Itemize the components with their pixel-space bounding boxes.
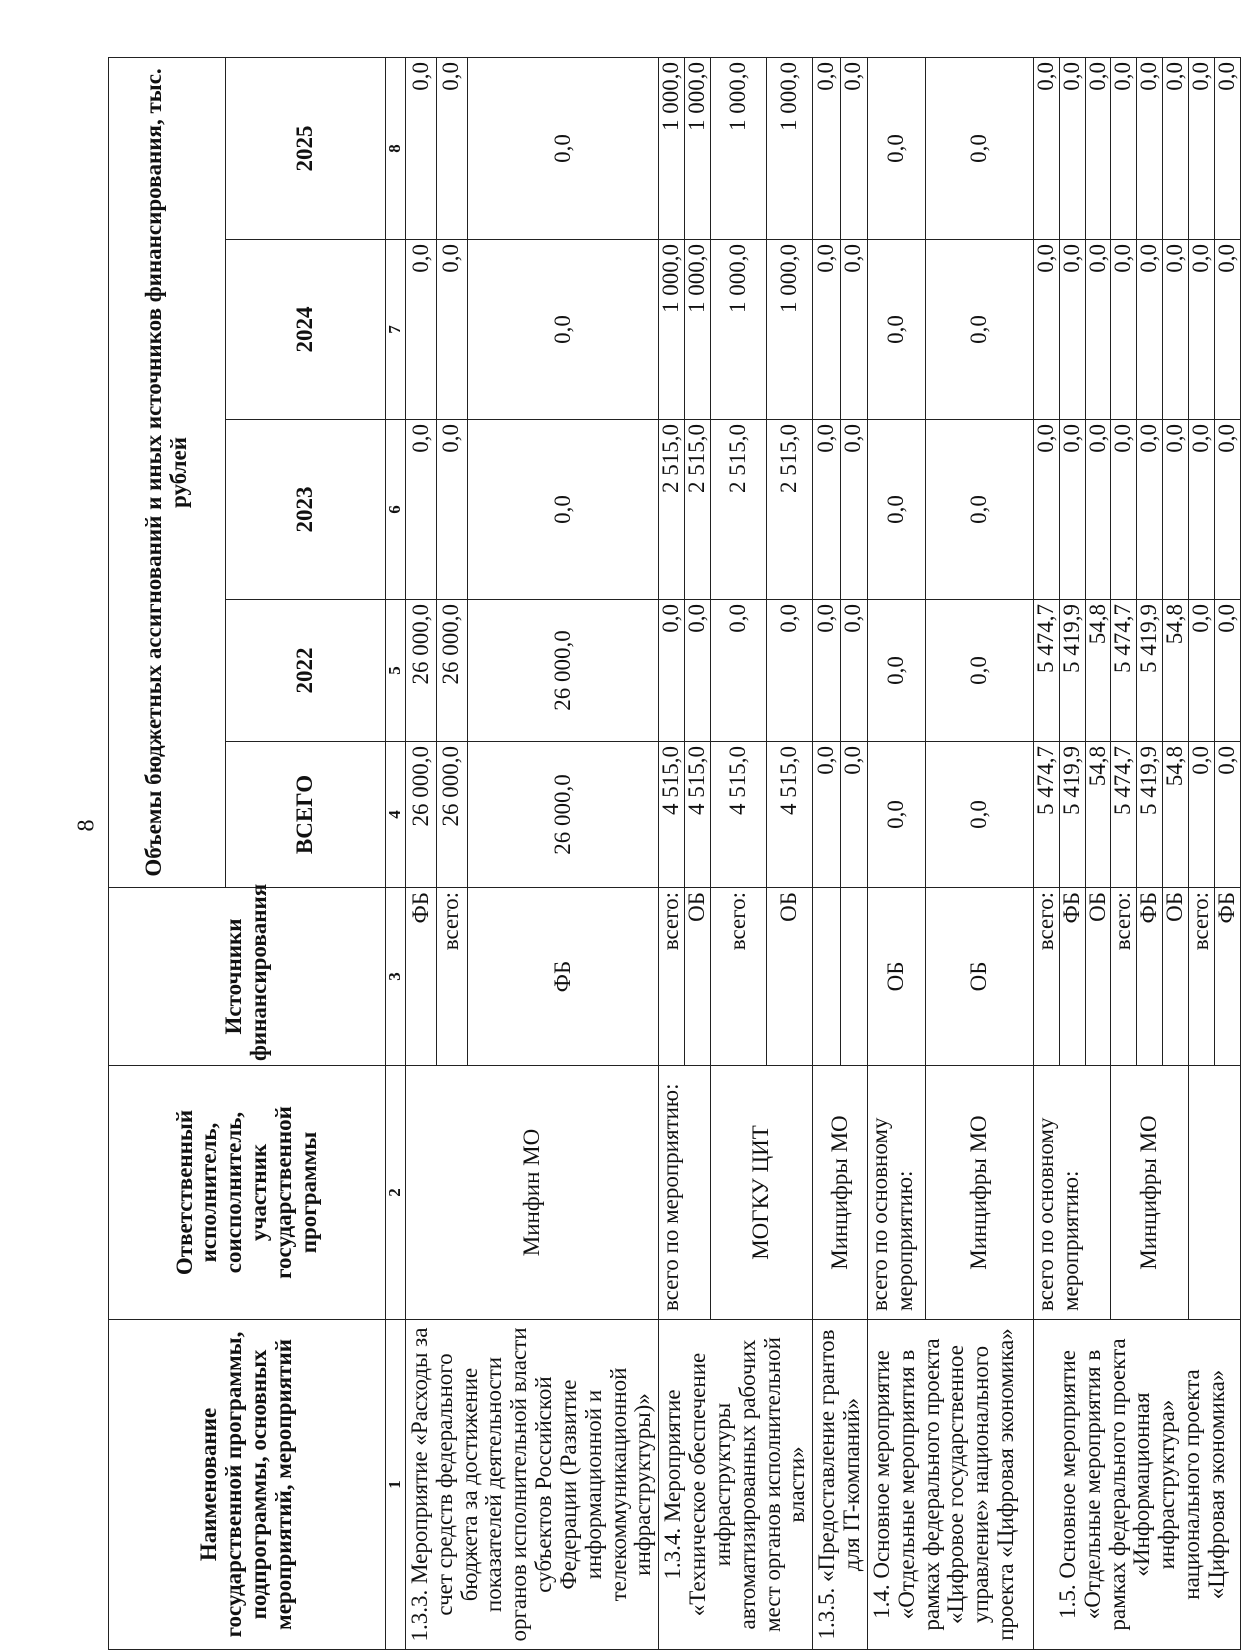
source: ОБ xyxy=(925,888,1033,1066)
value-2025: 0,0 xyxy=(1188,57,1214,239)
value-2024: 0,0 xyxy=(1214,240,1240,420)
value-total: 54,8 xyxy=(1085,742,1111,888)
item-name: 1.5. Основное мероприятие «Отдельные мероприятия в рамках федерального проекта «Информационная инфраструктура» национального проекта «Цифровая экономика» xyxy=(1033,1320,1240,1650)
table-row xyxy=(867,57,925,1649)
value-2024: 0,0 xyxy=(1163,240,1189,420)
value-total: 0,0 xyxy=(1188,742,1214,888)
value-2023: 2 515,0 xyxy=(767,420,813,600)
value-2024: 0,0 xyxy=(436,240,467,420)
value-total: 26 000,0 xyxy=(406,742,437,888)
col-number: 3 xyxy=(386,888,406,1066)
value-2025: 0,0 xyxy=(1163,57,1189,239)
rotated-page xyxy=(108,58,1239,1650)
source: всего: xyxy=(1033,888,1059,1066)
value-2023: 0,0 xyxy=(1059,420,1085,600)
value-2023: 0,0 xyxy=(1188,420,1214,600)
source: всего: xyxy=(1188,888,1214,1066)
responsible: МОГКУ ЦИТ xyxy=(710,1066,812,1320)
table-row xyxy=(659,57,685,1649)
value-2025: 0,0 xyxy=(813,57,840,239)
value-2022: 0,0 xyxy=(659,600,685,742)
value-2023: 0,0 xyxy=(1214,420,1240,600)
value-2023: 0,0 xyxy=(1111,420,1137,600)
value-total: 5 419,9 xyxy=(1137,742,1163,888)
value-2022: 5 474,7 xyxy=(1033,600,1059,742)
value-2023: 2 515,0 xyxy=(659,420,685,600)
source: ОБ xyxy=(1085,888,1111,1066)
value-2023: 0,0 xyxy=(867,420,925,600)
value-2022: 0,0 xyxy=(1214,600,1240,742)
value-total: 0,0 xyxy=(925,742,1033,888)
col-number: 8 xyxy=(386,57,406,239)
value-2025: 0,0 xyxy=(1214,57,1240,239)
value-2023: 0,0 xyxy=(813,420,840,600)
value-total: 4 515,0 xyxy=(685,742,711,888)
value-2023: 0,0 xyxy=(436,420,467,600)
source xyxy=(840,888,867,1066)
financing-table xyxy=(108,57,1241,1650)
value-2025: 0,0 xyxy=(867,57,925,239)
value-2024: 1 000,0 xyxy=(659,240,685,420)
value-2025: 1 000,0 xyxy=(659,57,685,239)
page-number: 8 xyxy=(73,819,100,832)
value-2022: 0,0 xyxy=(813,600,840,742)
responsible-empty xyxy=(1188,1066,1240,1320)
value-2023: 2 515,0 xyxy=(710,420,766,600)
value-2024: 0,0 xyxy=(1137,240,1163,420)
value-2022: 0,0 xyxy=(710,600,766,742)
source: ФБ xyxy=(467,888,658,1066)
value-2022: 0,0 xyxy=(925,600,1033,742)
table-row xyxy=(1033,57,1059,1649)
source: ОБ xyxy=(1163,888,1189,1066)
value-2025: 0,0 xyxy=(840,57,867,239)
value-2022: 0,0 xyxy=(840,600,867,742)
source: всего: xyxy=(659,888,685,1066)
value-2025: 0,0 xyxy=(406,57,437,239)
col-number: 6 xyxy=(386,420,406,600)
value-2024: 0,0 xyxy=(467,240,658,420)
source xyxy=(813,888,840,1066)
value-2023: 0,0 xyxy=(1085,420,1111,600)
source: всего: xyxy=(1111,888,1137,1066)
col-number: 7 xyxy=(386,240,406,420)
value-2024: 0,0 xyxy=(867,240,925,420)
value-total: 4 515,0 xyxy=(767,742,813,888)
value-2025: 0,0 xyxy=(1033,57,1059,239)
value-2022: 26 000,0 xyxy=(436,600,467,742)
value-total: 5 419,9 xyxy=(1059,742,1085,888)
col-number: 2 xyxy=(386,1066,406,1320)
value-total: 26 000,0 xyxy=(467,742,658,888)
value-2022: 5 474,7 xyxy=(1111,600,1137,742)
value-2022: 54,8 xyxy=(1163,600,1189,742)
value-2023: 0,0 xyxy=(840,420,867,600)
value-2025: 0,0 xyxy=(1111,57,1137,239)
value-total: 0,0 xyxy=(840,742,867,888)
source: ОБ xyxy=(685,888,711,1066)
source: всего: xyxy=(710,888,766,1066)
value-2025: 0,0 xyxy=(436,57,467,239)
value-total: 26 000,0 xyxy=(436,742,467,888)
value-2024: 0,0 xyxy=(1111,240,1137,420)
value-2025: 1 000,0 xyxy=(767,57,813,239)
table-row xyxy=(406,57,437,1649)
value-2022: 5 419,9 xyxy=(1059,600,1085,742)
value-total: 0,0 xyxy=(813,742,840,888)
value-2025: 0,0 xyxy=(1137,57,1163,239)
item-name: 1.3.5. «Предоставление грантов для IT-компаний» xyxy=(813,1320,868,1650)
header-2023: 2023 xyxy=(226,420,386,600)
responsible-total: всего по основному мероприятию: xyxy=(867,1066,925,1320)
source: ФБ xyxy=(1214,888,1240,1066)
value-total: 4 515,0 xyxy=(659,742,685,888)
value-2023: 0,0 xyxy=(925,420,1033,600)
table-row xyxy=(813,57,840,1649)
header-name: Наименование государственной программы, подпрограммы, основных мероприятий, мероприятий xyxy=(109,1320,386,1650)
item-name: 1.4. Основное мероприятие «Отдельные мероприятия в рамках федерального проекта «Цифровое государственное управление» национального проекта «Цифровая экономика» xyxy=(867,1320,1033,1650)
value-2024: 0,0 xyxy=(1033,240,1059,420)
col-number: 5 xyxy=(386,600,406,742)
responsible-total: всего по основному мероприятию: xyxy=(1033,1066,1110,1320)
value-2024: 0,0 xyxy=(406,240,437,420)
header-total: ВСЕГО xyxy=(226,742,386,888)
value-total: 0,0 xyxy=(867,742,925,888)
value-2023: 0,0 xyxy=(1033,420,1059,600)
value-2022: 54,8 xyxy=(1085,600,1111,742)
value-2023: 0,0 xyxy=(406,420,437,600)
source: ОБ xyxy=(767,888,813,1066)
responsible: Минцифры МО xyxy=(925,1066,1033,1320)
value-2024: 1 000,0 xyxy=(685,240,711,420)
header-2025: 2025 xyxy=(226,57,386,239)
responsible: Минцифры МО xyxy=(813,1066,868,1320)
value-2024: 0,0 xyxy=(1188,240,1214,420)
value-2024: 0,0 xyxy=(1085,240,1111,420)
value-2024: 0,0 xyxy=(1059,240,1085,420)
column-numbers-row xyxy=(386,57,406,1649)
value-total: 0,0 xyxy=(1214,742,1240,888)
value-2022: 0,0 xyxy=(1188,600,1214,742)
header-responsible: Ответственный исполнитель, соисполнитель, участник государственной программы xyxy=(109,1066,386,1320)
value-total: 5 474,7 xyxy=(1033,742,1059,888)
item-name: 1.3.4. Мероприятие «Техническое обеспечение инфраструктуры автоматизированных рабочих мест органов исполнительной власти» xyxy=(659,1320,813,1650)
responsible-total: всего по мероприятию: xyxy=(659,1066,711,1320)
source: ФБ xyxy=(406,888,437,1066)
source: ОБ xyxy=(867,888,925,1066)
value-total: 5 474,7 xyxy=(1111,742,1137,888)
source: всего: xyxy=(436,888,467,1066)
value-2022: 5 419,9 xyxy=(1137,600,1163,742)
item-name: 1.3.3. Мероприятие «Расходы за счет средств федерального бюджета за достижение показателей деятельности органов исполнительной власти субъектов Российской Федерации (Развитие информационной и телекоммуникационной инфраструктуры)» xyxy=(406,1320,659,1650)
value-2022: 26 000,0 xyxy=(406,600,437,742)
header-volumes: Объемы бюджетных ассигнований и иных источников финансирования, тыс. рублей xyxy=(109,57,226,887)
responsible: Минфин МО xyxy=(406,1066,659,1320)
col-number: 1 xyxy=(386,1320,406,1650)
value-2022: 26 000,0 xyxy=(467,600,658,742)
value-2024: 0,0 xyxy=(925,240,1033,420)
value-2025: 0,0 xyxy=(467,57,658,239)
value-2022: 0,0 xyxy=(867,600,925,742)
source: ФБ xyxy=(1059,888,1085,1066)
value-total: 54,8 xyxy=(1163,742,1189,888)
value-2024: 0,0 xyxy=(813,240,840,420)
value-2023: 0,0 xyxy=(467,420,658,600)
value-2022: 0,0 xyxy=(685,600,711,742)
header-row xyxy=(109,57,226,1649)
value-2023: 2 515,0 xyxy=(685,420,711,600)
value-2024: 1 000,0 xyxy=(767,240,813,420)
value-2025: 1 000,0 xyxy=(685,57,711,239)
col-number: 4 xyxy=(386,742,406,888)
value-2025: 0,0 xyxy=(1085,57,1111,239)
responsible: Минцифры МО xyxy=(1111,1066,1188,1320)
value-2025: 1 000,0 xyxy=(710,57,766,239)
value-2024: 0,0 xyxy=(840,240,867,420)
value-2023: 0,0 xyxy=(1163,420,1189,600)
value-2025: 0,0 xyxy=(925,57,1033,239)
value-2024: 1 000,0 xyxy=(710,240,766,420)
value-2025: 0,0 xyxy=(1059,57,1085,239)
header-sources: Источники финансирования xyxy=(109,888,386,1066)
value-total: 4 515,0 xyxy=(710,742,766,888)
value-2022: 0,0 xyxy=(767,600,813,742)
source: ФБ xyxy=(1137,888,1163,1066)
header-2024: 2024 xyxy=(226,240,386,420)
header-2022: 2022 xyxy=(226,600,386,742)
value-2023: 0,0 xyxy=(1137,420,1163,600)
